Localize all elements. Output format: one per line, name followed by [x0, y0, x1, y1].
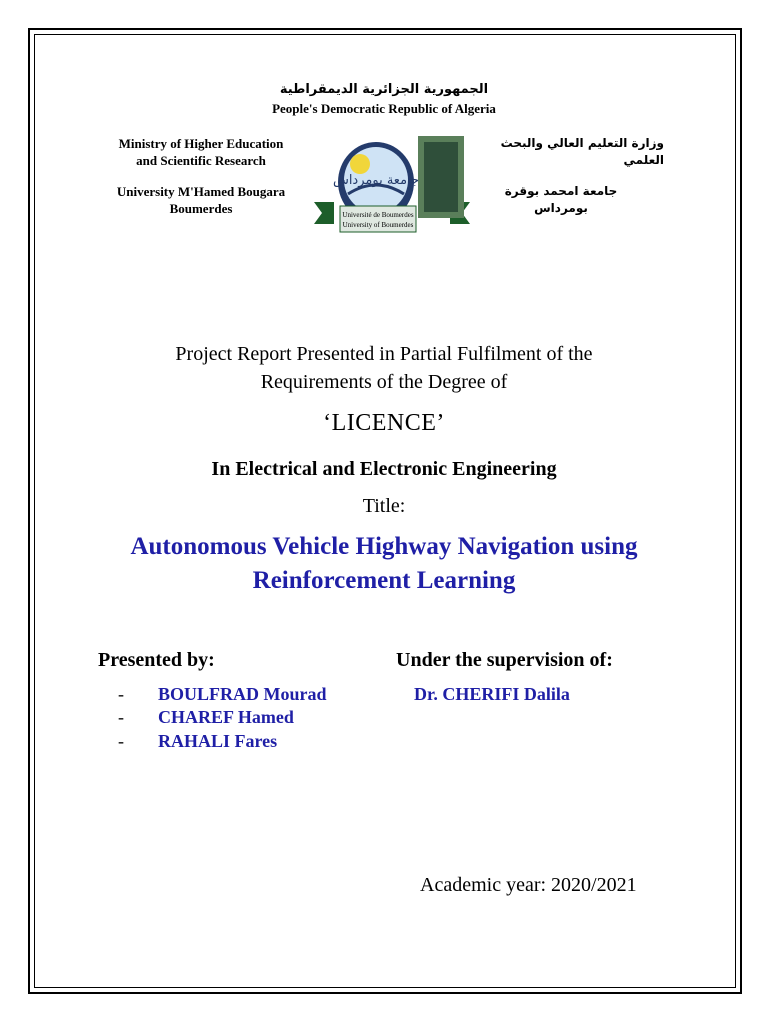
academic-year: Academic year: 2020/2021 [420, 874, 637, 896]
author-item [118, 684, 327, 705]
ministry-arabic: وزارة التعليم العالي والبحث العلمي [500, 136, 664, 167]
author-name: RAHALI Fares [158, 731, 278, 751]
title-label: Title: [362, 495, 406, 517]
university-arabic-line-1: جامعة امحمد بوقرة [504, 184, 618, 198]
republic-arabic: الجمهورية الجزائرية الديمقراطية [279, 82, 489, 97]
logo-back-panel-inner [424, 142, 458, 212]
university-logo [314, 132, 470, 242]
author-item [118, 731, 277, 752]
ministry-line-2: and Scientific Research [136, 153, 266, 168]
logo-caption-1: Université de Boumerdes [342, 211, 414, 219]
university-english [96, 183, 306, 217]
field-of-study: In Electrical and Electronic Engineering [211, 458, 557, 480]
author-bullet: - [118, 731, 124, 751]
author-bullet: - [118, 684, 124, 704]
logo-caption-2: University of Boumerdes [342, 221, 414, 229]
ministry-english [96, 135, 306, 169]
ministry-line-1: Ministry of Higher Education [118, 136, 284, 151]
university-arabic [478, 183, 644, 217]
supervisor-name: Dr. CHERIFI Dalila [414, 684, 570, 704]
subtitle-line-2: Requirements of the Degree of [260, 371, 508, 393]
thesis-title-line-1: Autonomous Vehicle Highway Navigation using [130, 533, 638, 560]
subtitle-line-1: Project Report Presented in Partial Fulfilment of the [175, 343, 593, 365]
university-arabic-line-2: بومرداس [534, 201, 588, 215]
logo-arabic-text: جامعة بومرداس [332, 173, 420, 188]
thesis-title [60, 530, 708, 598]
author-bullet: - [118, 707, 124, 727]
logo-sun-icon [350, 154, 370, 174]
thesis-title-line-2: Reinforcement Learning [252, 567, 516, 594]
university-line-1: University M'Hamed Bougara [116, 184, 286, 199]
logo-ribbon-left [314, 202, 334, 224]
presented-by-heading: Presented by: [98, 649, 215, 671]
author-item [118, 707, 294, 728]
degree-name: ‘LICENCE’ [323, 410, 445, 436]
author-name: BOULFRAD Mourad [158, 684, 327, 704]
author-name: CHAREF Hamed [158, 707, 294, 727]
republic-english: People's Democratic Republic of Algeria [272, 101, 496, 116]
university-line-2: Boumerdes [169, 201, 233, 216]
report-subtitle [84, 340, 684, 396]
supervision-heading: Under the supervision of: [396, 649, 613, 671]
